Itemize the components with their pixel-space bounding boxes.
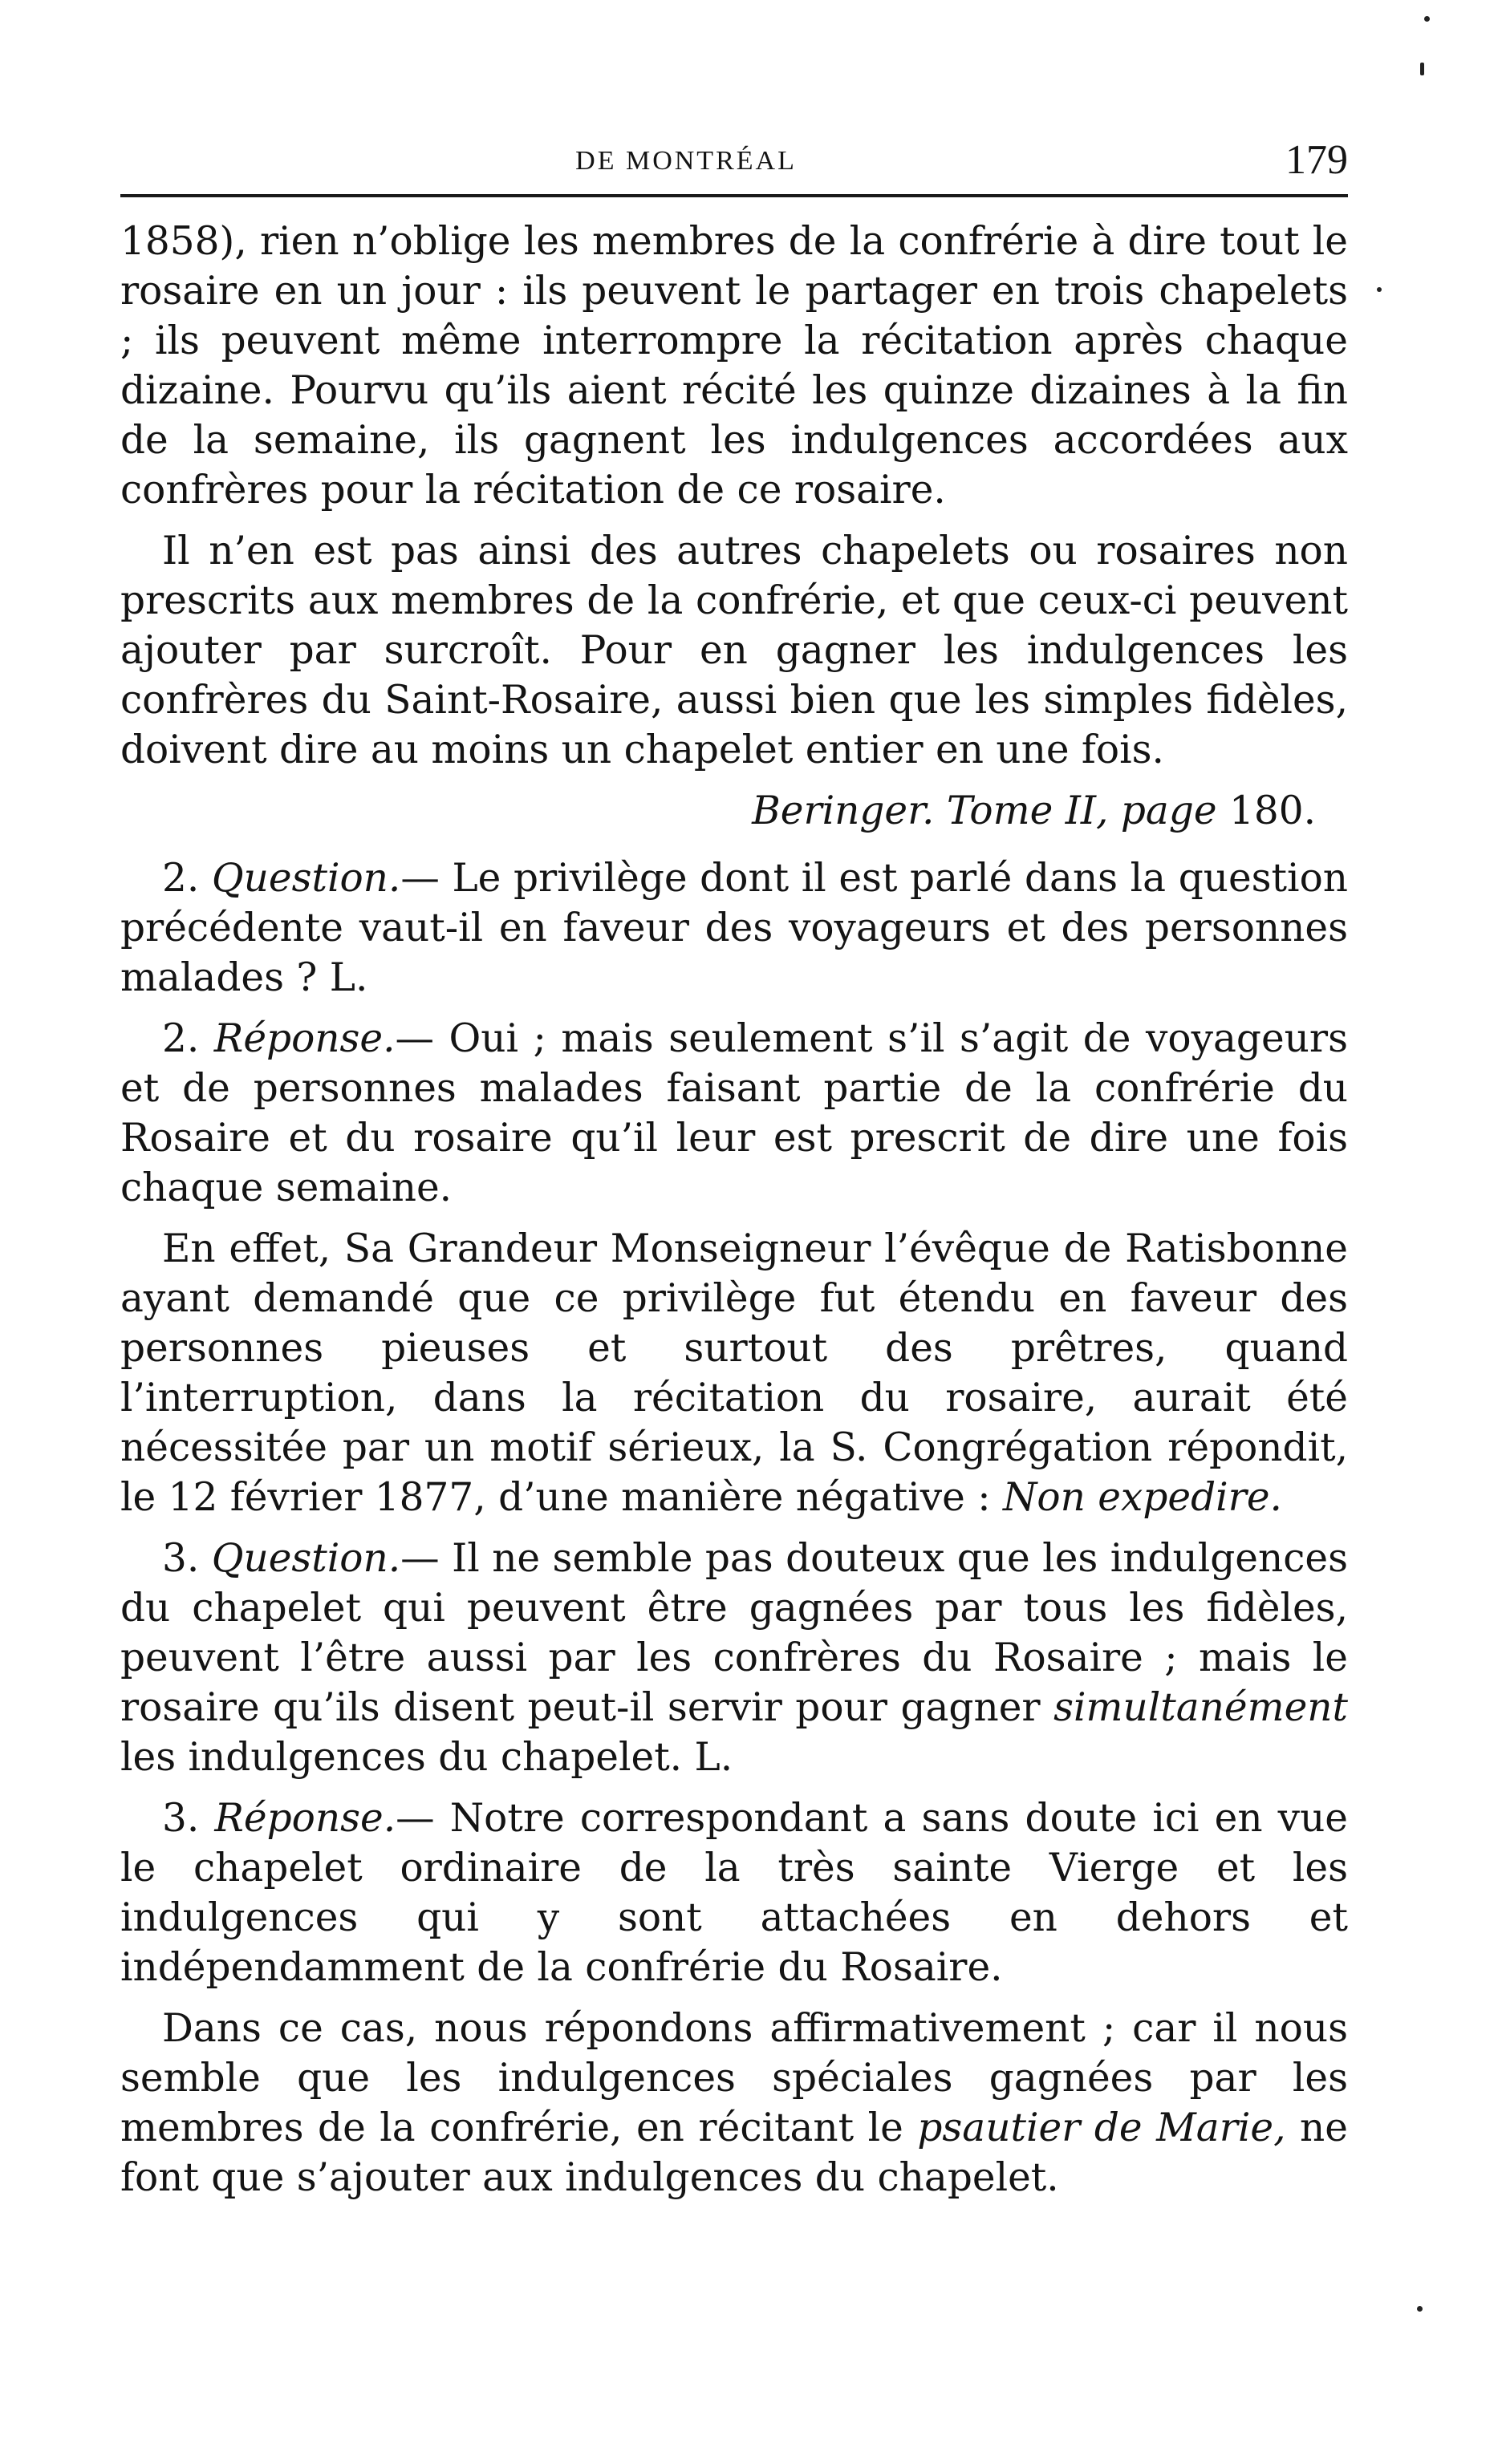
response-3-text: — Notre correspondant a sans doute ici en vue le chapelet ordinaire de la très sainte Vierge et les indulgences qui y sont attachées en dehors et indépendamment de la confrérie du Rosaire.: [120, 1796, 1349, 1990]
margin-speck: [1420, 63, 1424, 75]
question-3: [120, 1534, 1348, 1782]
question-3-italic: simultanément: [1053, 1685, 1348, 1730]
question-2-label: Question.: [211, 856, 401, 901]
page-number: 179: [1285, 137, 1348, 183]
paragraph-other-rosaries: Il n’en est pas ainsi des autres chapelets ou rosaires non prescrits aux membres de la confrérie, et que ceux-ci peuvent ajouter par surcroît. Pour en gagner les indulgences les confrères du Saint-Rosaire, aussi bien que les simples fidèles, doivent dire au moins un chapelet entier en une fois.: [120, 529, 1348, 772]
response-2-number: 2.: [162, 1016, 200, 1061]
margin-speck: [1424, 16, 1430, 22]
question-3-text-b: les indulgences du chapelet. L.: [120, 1735, 733, 1780]
response-3-number: 3.: [162, 1796, 200, 1841]
header-rule: [120, 194, 1348, 197]
response-3-label: Réponse.: [214, 1796, 396, 1841]
paragraph-conclusion: [120, 2004, 1348, 2203]
question-2-text: — Le privilège dont il est parlé dans la question précédente vaut-il en faveur des voyageurs et des personnes malades ? L.: [120, 856, 1348, 1000]
question-3-text-a: — Il ne semble pas douteux que les indulgences du chapelet qui peuvent être gagnées par tous les fidèles, peuvent l’être aussi par les confrères du Rosaire ; mais le rosaire qu’ils disent peut-il servir pour gagner: [120, 1536, 1348, 1730]
question-2: [120, 853, 1348, 1003]
book-page: [120, 120, 1349, 2200]
response-2: [120, 1014, 1348, 1213]
question-3-number: 3.: [162, 1536, 200, 1581]
paragraph-ratisbonne: [120, 1224, 1348, 1522]
response-2-label: Réponse.: [213, 1016, 396, 1061]
question-3-label: Question.: [211, 1536, 401, 1581]
source-citation: [120, 786, 1316, 836]
paragraph-continuation: 1858), rien n’oblige les membres de la confrérie à dire tout le rosaire en un jour : ils peuvent le partager en trois chapelets ; ils peuvent même interrompre la récitation après chaque dizaine. Pourvu qu’ils aient récité les quinze dizaines à la fin de la semaine, ils gagnent les indulgences accordées aux confrères pour la récitation de ce rosaire.: [120, 219, 1348, 513]
source-text: Beringer. Tome II, page: [752, 788, 1217, 833]
body-text: [120, 217, 1348, 2214]
question-2-number: 2.: [162, 856, 200, 901]
paragraph-conclusion-text-b: ne font que s’ajouter aux indulgences du chapelet.: [120, 2105, 1348, 2200]
margin-speck: [1417, 2306, 1423, 2312]
response-3: [120, 1793, 1348, 1992]
paragraph-conclusion-italic: psautier de Marie,: [917, 2105, 1286, 2150]
paragraph-conclusion-text-a: Dans ce cas, nous répondons affirmativement ; car il nous semble que les indulgences spéciales gagnées par les membres de la confrérie, en récitant le: [120, 2006, 1348, 2150]
paragraph-ratisbonne-text: En effet, Sa Grandeur Monseigneur l’évêque de Ratisbonne ayant demandé que ce privilège fut étendu en faveur des personnes pieuses et surtout des prêtres, quand l’interruption, dans la récitation du rosaire, aurait été nécessitée par un motif sérieux, la S. Congrégation répondit, le 12 février 1877, d’une manière négative :: [120, 1226, 1348, 1520]
margin-speck: [1377, 287, 1382, 292]
running-title: DE MONTRÉAL: [575, 146, 797, 176]
response-2-text: — Oui ; mais seulement s’il s’agit de voyageurs et de personnes malades faisant partie de la confrérie du Rosaire et du rosaire qu’il leur est prescrit de dire une fois chaque semaine.: [120, 1016, 1348, 1210]
paragraph-ratisbonne-italic: Non expedire.: [1002, 1475, 1282, 1520]
page-header: [120, 120, 1348, 192]
source-page: 180.: [1229, 788, 1316, 833]
